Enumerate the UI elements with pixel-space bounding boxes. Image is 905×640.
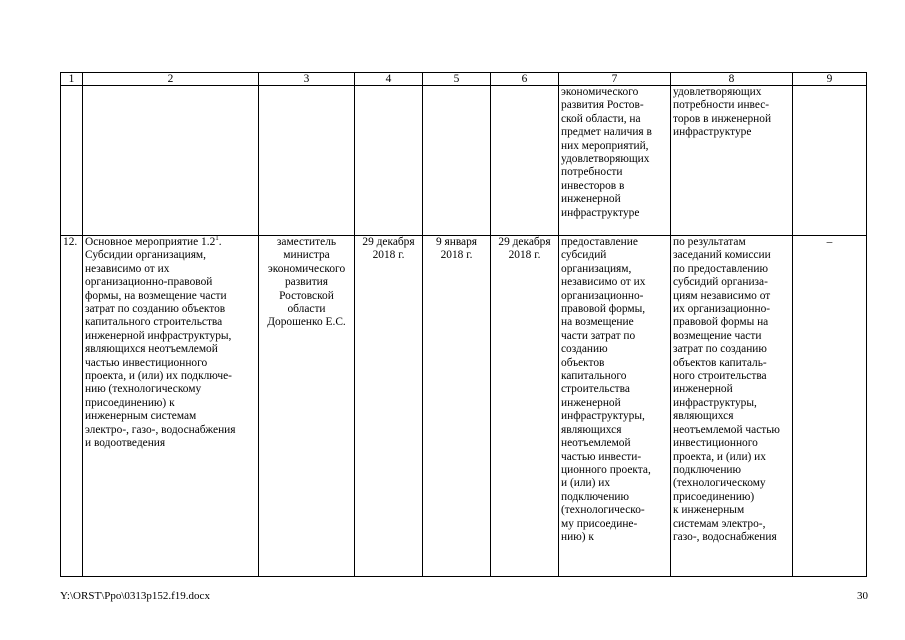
- header-cell: 8: [671, 73, 793, 86]
- dash-cell: –: [793, 236, 867, 577]
- header-cell: 5: [423, 73, 491, 86]
- header-cell: 3: [259, 73, 355, 86]
- cont-col7-cell: экономического развития Ростов- ской области, на предмет наличия в них мероприятий, удовлетворяющих потребности инвесторов в инженерной инфраструктуре: [559, 86, 671, 236]
- row-number-cell: 12.: [61, 236, 83, 577]
- header-cell: 4: [355, 73, 423, 86]
- page-number: 30: [857, 590, 868, 602]
- header-cell: 9: [793, 73, 867, 86]
- indicator-cell: по результатам заседаний комиссии по предоставлению субсидий организа- циям независимо от их организационно- правовой формы на возмещение части затрат по созданию объектов капиталь- ного строительства инженерной инфраструктуры, являющихся неотъемлемой частью инвестиционного проекта, и (или) их подключению (технологическому присоединению) к инженерным системам электро-, газо-, водоснабжения: [671, 236, 793, 577]
- header-cell: 7: [559, 73, 671, 86]
- empty-cell: [423, 86, 491, 236]
- header-row: [61, 73, 867, 86]
- empty-cell: [793, 86, 867, 236]
- empty-cell: [83, 86, 259, 236]
- empty-cell: [491, 86, 559, 236]
- empty-cell: [355, 86, 423, 236]
- date-end-cell: 29 декабря 2018 г.: [491, 236, 559, 577]
- table-row-12: [61, 236, 867, 577]
- table-row-continuation: [61, 86, 867, 236]
- header-cell: 1: [61, 73, 83, 86]
- cont-col8-cell: удовлетворяющих потребности инвес- торов в инженерной инфраструктуре: [671, 86, 793, 236]
- measure-title-superscript: 1: [215, 235, 219, 243]
- header-cell: 2: [83, 73, 259, 86]
- result-cell: предоставление субсидий организациям, независимо от их организационно- правовой формы, на возмещение части затрат по созданию объектов капитального строительства инженерной инфраструктуры, являющихся неотъемлемой частью инвести- ционного проекта, и (или) их подключению (технологическо- му присоедине- нию) к: [559, 236, 671, 577]
- header-cell: 6: [491, 73, 559, 86]
- date-mid-cell: 9 января 2018 г.: [423, 236, 491, 577]
- measure-title-rest: . Субсидии организациям, независимо от их организационно-правовой формы, на возмещение части затрат по созданию объектов капитального строительства инженерной инфраструктуры, являющихся неотъемлемой частью инвестиционного проекта, и (или) их подключе- нию (технологическому присоединению) к инженерным системам электро-, газо-, водоснабжения и водоотведения: [85, 236, 236, 450]
- plan-table: [60, 72, 867, 577]
- file-path: Y:\ORST\Ppo\0313p152.f19.docx: [60, 590, 210, 602]
- empty-cell: [61, 86, 83, 236]
- date-start-cell: 29 декабря 2018 г.: [355, 236, 423, 577]
- measure-title-cell: [83, 236, 259, 577]
- empty-cell: [259, 86, 355, 236]
- measure-title: Основное мероприятие 1.2: [85, 236, 216, 248]
- responsible-cell: заместитель министра экономического развития Ростовской области Дорошенко Е.С.: [259, 236, 355, 577]
